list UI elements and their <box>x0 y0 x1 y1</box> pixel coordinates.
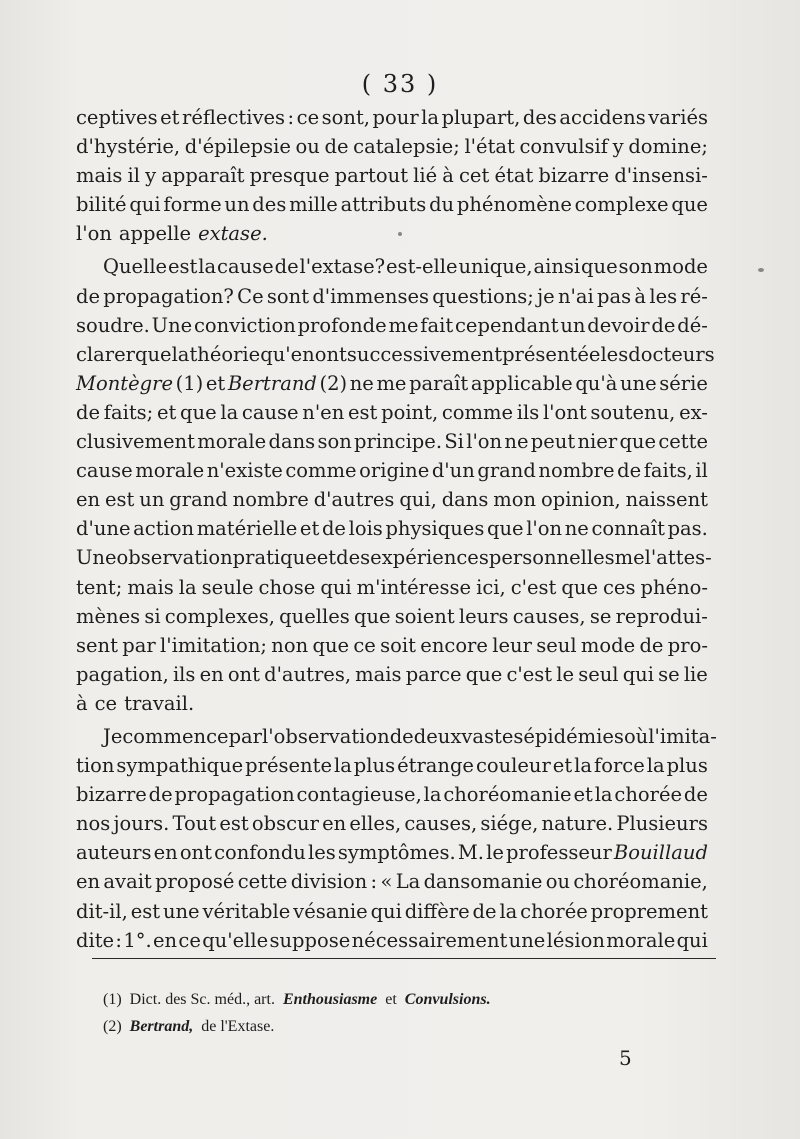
signature-mark: 5 <box>619 1046 632 1070</box>
text-line: l'on appelle extase. <box>76 219 708 248</box>
text-line: Quelle est la cause de l'extase? est-elle unique, ainsi que son mode <box>103 255 708 279</box>
text-line: Montègre (1) et Bertrand (2) ne me paraît applicable qu'à une série <box>76 369 708 398</box>
text-line: en est un grand nombre d'autres qui, dans mon opinion, naissent <box>76 488 708 512</box>
text-line: pagation, ils en ont d'autres, mais parce que c'est le seul qui se lie <box>76 662 708 686</box>
body-text <box>76 103 717 955</box>
text-line: mènes si complexes, quelles que soient leurs causes, se reprodui- <box>76 604 708 628</box>
ink-speck <box>398 232 402 236</box>
text-line: soudre. Une conviction profonde me fait cependant un devoir de dé- <box>76 313 708 337</box>
footnote-marker: (2) <box>103 1018 122 1035</box>
text-line: mais il y apparaît presque partout lié à cet état bizarre d'insensi- <box>76 164 708 188</box>
text-line: nos jours. Tout est obscur en elles, causes, siége, nature. Plusieurs <box>76 812 708 836</box>
emphasis-extase: extase. <box>198 222 268 246</box>
ink-speck <box>758 268 764 272</box>
text-line: de faits; et que la cause n'en est point, comme ils l'ont soutenu, ex- <box>76 400 708 424</box>
footnote-marker: (1) <box>103 991 122 1008</box>
text-line: dit-il, est une véritable vésanie qui diffère de la chorée proprement <box>76 899 708 923</box>
text-line: à ce travail. <box>76 691 195 715</box>
footnote-1: (1) Dict. des Sc. méd., art. Enthousiasme et Convulsions. <box>103 991 491 1008</box>
footnote-divider <box>92 958 716 959</box>
text-line: bilité qui forme un des mille attributs du phénomène complexe que <box>76 193 708 217</box>
author-bouillaud: Bouillaud <box>613 841 708 865</box>
footnote-2: (2) Bertrand, de l'Extase. <box>103 1018 275 1035</box>
text-line: cause morale n'existe comme origine d'un grand nombre de faits, il <box>76 459 708 483</box>
text-line: dite : 1°. en ce qu'elle suppose nécessairement une lésion morale qui <box>76 928 708 952</box>
text-line: Je commence par l'observation de deux vastes épidémies où l'imita- <box>103 724 717 748</box>
text-line: de propagation? Ce sont d'immenses questions; je n'ai pas à les ré- <box>76 284 708 308</box>
text-line: d'hystérie, d'épilepsie ou de catalepsie; l'état convulsif y domine; <box>76 135 708 159</box>
text-line: clarer que la théorie qu'en ont successivement présentée les docteurs <box>76 342 715 366</box>
page-number: ( 33 ) <box>361 70 439 98</box>
text-line: tion sympathique présente la plus étrange couleur et la force la plus <box>76 754 708 778</box>
text-line: bizarre de propagation contagieuse, la choréomanie et la chorée de <box>76 783 708 807</box>
text-line: en avait proposé cette division : « La dansomanie ou choréomanie, <box>76 870 708 894</box>
text-line: auteurs en ont confondu les symptômes. M. le professeur Bouillaud <box>76 838 708 867</box>
author-montegre: Montègre <box>76 371 173 395</box>
text-line: clusivement morale dans son principe. Si l'on ne peut nier que cette <box>76 430 708 454</box>
text-line: tent; mais la seule chose qui m'intéresse ici, c'est que ces phéno- <box>76 575 708 599</box>
text-line: ceptives et réflectives : ce sont, pour la plupart, des accidens variés <box>76 106 708 129</box>
footnotes <box>103 986 495 1040</box>
text-line: sent par l'imitation; non que ce soit encore leur seul mode de pro- <box>76 633 708 657</box>
text-line: d'une action matérielle et de lois physiques que l'on ne connaît pas. <box>76 517 708 541</box>
author-bertrand: Bertrand <box>227 371 317 395</box>
text-line: Une observation pratique et des expériences personnelles me l'attes- <box>76 546 712 570</box>
